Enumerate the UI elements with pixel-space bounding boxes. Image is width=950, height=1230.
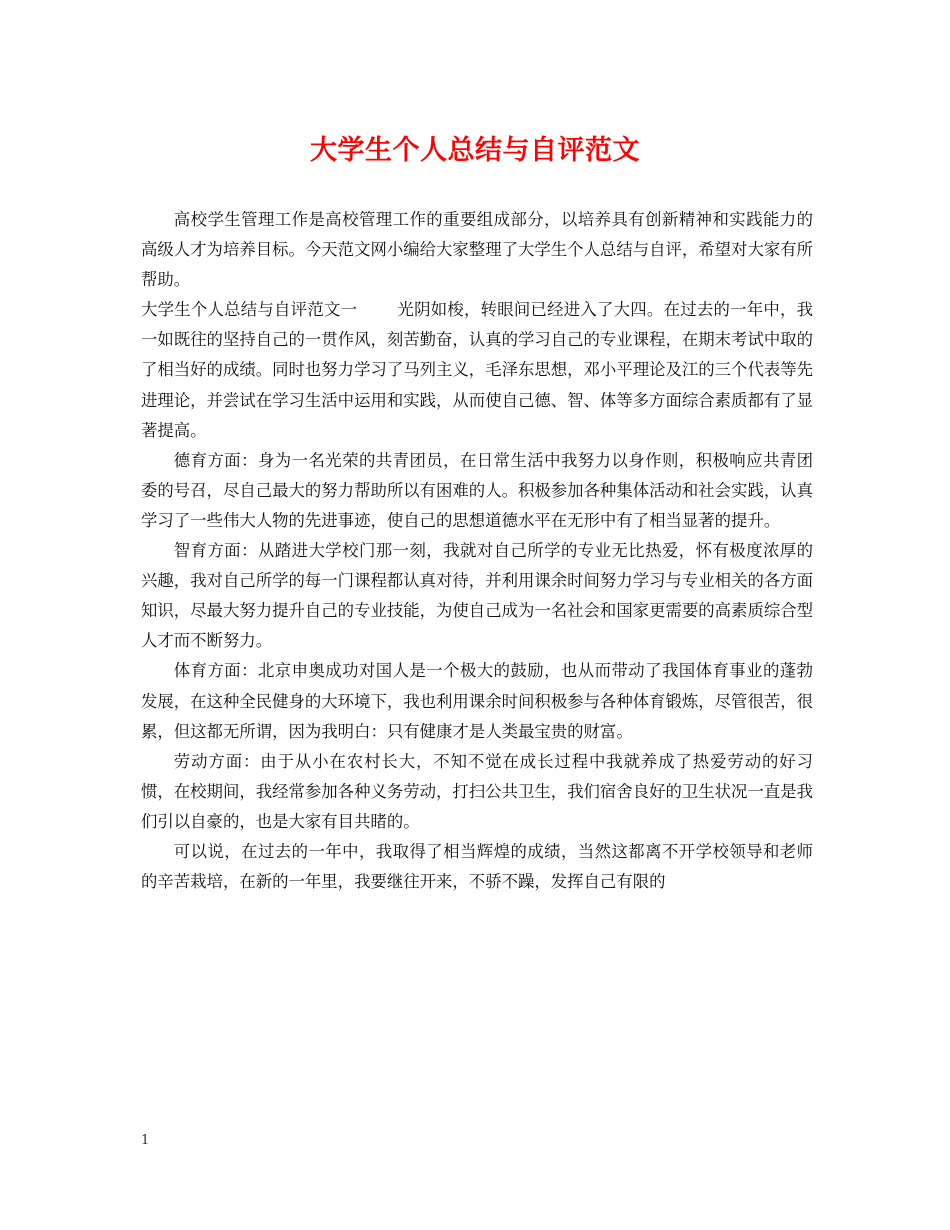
moral-paragraph: 德育方面：身为一名光荣的共青团员，在日常生活中我努力以身作则，积极响应共青团委的号召，尽自己最大的努力帮助所以有困难的人。积极参加各种集体活动和社会实践，认真学习了一些伟大人物的先进事迹，使自己的思想道德水平在无形中有了相当显著的提升。 (141, 450, 814, 530)
document-body (141, 205, 813, 897)
page-title: 大学生个人总结与自评范文 (310, 135, 640, 166)
intro-paragraph: 高校学生管理工作是高校管理工作的重要组成部分，以培养具有创新精神和实践能力的高级人才为培养目标。今天范文网小编给大家整理了大学生个人总结与自评，希望对大家有所帮助。 (141, 210, 814, 290)
sports-paragraph: 体育方面：北京申奥成功对国人是一个极大的鼓励，也从而带动了我国体育事业的蓬勃发展，在这种全民健身的大环境下，我也利用课余时间积极参与各种体育锻炼，尽管很苦，很累，但这都无所谓，因为我明白：只有健康才是人类最宝贵的财富。 (141, 661, 814, 741)
section-paragraph (141, 295, 813, 445)
conclusion-paragraph: 可以说，在过去的一年中，我取得了相当辉煌的成绩，当然这都离不开学校领导和老师的辛苦栽培，在新的一年里，我要继往开来，不骄不躁，发挥自己有限的 (141, 841, 813, 892)
labor-paragraph: 劳动方面：由于从小在农村长大，不知不觉在成长过程中我就养成了热爱劳动的好习惯，在校期间，我经常参加各种义务劳动，打扫公共卫生，我们宿舍良好的卫生状况一直是我们引以自豪的，也是大家有目共睹的。 (141, 751, 814, 831)
section-text: 光阴如梭，转眼间已经进入了大四。在过去的一年中，我一如既往的坚持自己的一贯作风，刻苦勤奋，认真的学习自己的专业课程，在期末考试中取的了相当好的成绩。同时也努力学习了马列主义，毛泽东思想，邓小平理论及江的三个代表等先进理论，并尝试在学习生活中运用和实践，从而使自己德、智、体等多方面综合素质都有了显著提高。 (141, 300, 814, 440)
section-heading: 大学生个人总结与自评范文一 (141, 300, 358, 320)
intellectual-paragraph: 智育方面：从踏进大学校门那一刻，我就对自己所学的专业无比热爱，怀有极度浓厚的兴趣，我对自己所学的每一门课程都认真对待，并利用课余时间努力学习与专业相关的各方面知识，尽最大努力提升自己的专业技能，为使自己成为一名社会和国家更需要的高素质综合型人才而不断努力。 (141, 541, 814, 651)
page-number: 1 (141, 1133, 150, 1148)
